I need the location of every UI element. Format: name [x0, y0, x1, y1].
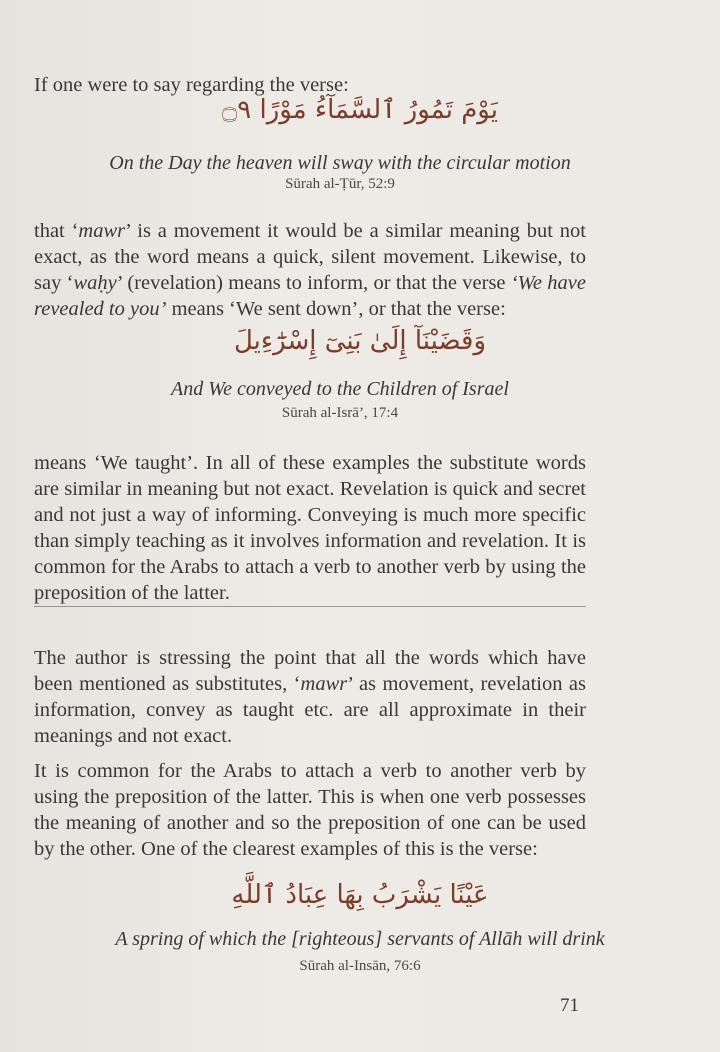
verse-3-translation: A spring of which the [righteous] servants of Allāh will drink [115, 928, 605, 950]
intro-text: If one were to say regarding the verse: [34, 74, 349, 96]
paragraph-2: means ‘We taught’. In all of these examples the substitute words are similar in meaning but not exact. Revelation is quick and secret and not just a way of informing. Conveying is much more specific than simply teaching as it involves information and revelation. It is common for the Arabs to attach a verb to another verb by using the preposition of the latter. [34, 452, 586, 604]
verse-2-reference: Sūrah al-Isrā’, 17:4 [281, 405, 399, 421]
paragraph-1: that ‘mawr’ is a movement it would be a similar meaning but not exact, as the word means a quick, silent movement. Likewise, to say ‘waḥy’ (revelation) means to inform, or that the verse ‘We have revealed to you’ means ‘We sent down’, or that the verse: [34, 220, 586, 320]
verse-1-reference: Sūrah al-Ṭūr, 52:9 [285, 176, 395, 192]
verse-1-translation: On the Day the heaven will sway with the circular motion [109, 152, 571, 174]
page-number: 71 [560, 995, 579, 1016]
verse-3-reference: Sūrah al-Insān, 76:6 [299, 958, 421, 974]
paragraph-3: The author is stressing the point that all the words which have been mentioned as substitutes, ‘mawr’ as movement, revelation as information, convey as taught etc. are all approximate in their meanings and not exact. [34, 647, 586, 747]
verse-3-arabic: عَيْنًا يَشْرَبُ بِهَا عِبَادُ ٱللَّهِ [231, 880, 489, 910]
verse-2-translation: And We conveyed to the Children of Israel [171, 378, 509, 400]
verse-2-arabic: وَقَضَيْنَآ إِلَىٰ بَنِىٓ إِسْرَٰٓءِيلَ [233, 326, 486, 356]
verse-1-arabic: يَوْمَ تَمُورُ ٱلسَّمَآءُ مَوْرًا ۝٩ [222, 95, 498, 125]
paragraph-4: It is common for the Arabs to attach a verb to another verb by using the preposition of the latter. This is when one verb possesses the meaning of another and so the preposition of one can be used by the other. One of the clearest examples of this is the verse: [34, 760, 586, 860]
section-divider [34, 606, 586, 607]
